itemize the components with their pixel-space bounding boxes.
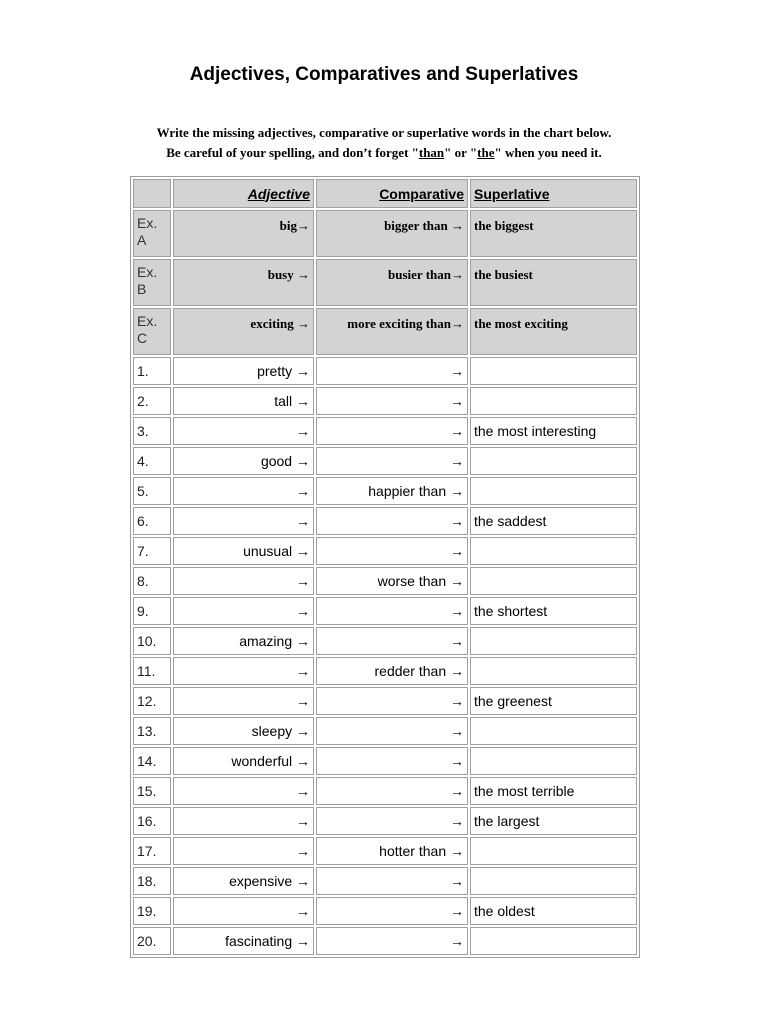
row-number: Ex. A [133,210,171,257]
worksheet-table [130,176,640,958]
arrow-icon: → [296,783,310,799]
table-row [133,897,637,925]
arrow-icon: → [296,753,310,769]
example-row [133,210,637,257]
comparative-cell-text: more exciting than [347,316,451,331]
adjective-cell[interactable] [173,417,314,445]
comparative-cell[interactable] [316,567,468,595]
arrow-icon: → [450,453,464,469]
row-number: 1. [133,357,171,385]
comparative-cell[interactable] [316,387,468,415]
comparative-cell-text: hotter than [379,843,450,859]
arrow-icon: → [296,363,310,379]
adjective-cell[interactable] [173,927,314,955]
adjective-cell[interactable] [173,597,314,625]
table-row [133,447,637,475]
arrow-icon: → [297,316,310,331]
row-number: 6. [133,507,171,535]
instructions-prefix: Be careful of your spelling, and don’t forget " [166,145,419,160]
arrow-icon: → [296,603,310,619]
arrow-icon: → [450,843,464,859]
arrow-icon: → [450,603,464,619]
adjective-cell[interactable] [173,657,314,685]
superlative-cell[interactable]: the saddest [470,507,637,535]
table-row [133,357,637,385]
comparative-cell [316,308,468,355]
superlative-cell[interactable] [470,477,637,505]
adjective-cell-text: wonderful [231,753,296,769]
superlative-cell[interactable]: the largest [470,807,637,835]
adjective-cell[interactable] [173,567,314,595]
comparative-cell[interactable] [316,747,468,775]
row-number: 20. [133,927,171,955]
adjective-cell[interactable] [173,807,314,835]
table-row [133,747,637,775]
comparative-cell[interactable] [316,357,468,385]
header-comparative: Comparative [316,179,468,208]
row-number: 16. [133,807,171,835]
arrow-icon: → [451,316,464,331]
arrow-icon: → [296,873,310,889]
table-row [133,777,637,805]
comparative-cell[interactable] [316,687,468,715]
row-number: 4. [133,447,171,475]
table-row [133,537,637,565]
superlative-cell[interactable]: the oldest [470,897,637,925]
arrow-icon: → [450,423,464,439]
arrow-icon: → [297,267,310,282]
superlative-cell[interactable] [470,627,637,655]
table-row [133,627,637,655]
arrow-icon: → [451,218,464,233]
arrow-icon: → [296,453,310,469]
comparative-cell[interactable] [316,717,468,745]
comparative-cell[interactable] [316,627,468,655]
superlative-cell[interactable] [470,447,637,475]
comparative-cell[interactable] [316,537,468,565]
arrow-icon: → [450,873,464,889]
comparative-cell-text: bigger than [384,218,451,233]
superlative-cell[interactable]: the most terrible [470,777,637,805]
arrow-icon: → [296,663,310,679]
comparative-cell[interactable] [316,657,468,685]
adjective-cell [173,259,314,306]
header-superlative: Superlative [470,179,637,208]
row-number: 3. [133,417,171,445]
instructions-line-1: Write the missing adjectives, comparative or superlative words in the chart below. [156,125,612,140]
arrow-icon: → [450,573,464,589]
instructions-than: than [418,145,445,160]
table-row [133,507,637,535]
adjective-cell[interactable] [173,507,314,535]
arrow-icon: → [296,633,310,649]
comparative-cell[interactable] [316,417,468,445]
table-row [133,807,637,835]
superlative-cell[interactable] [470,717,637,745]
adjective-cell[interactable] [173,867,314,895]
example-row [133,259,637,306]
arrow-icon: → [296,543,310,559]
adjective-cell-text: busy [267,267,297,282]
table-row [133,477,637,505]
arrow-icon: → [450,693,464,709]
adjective-cell[interactable] [173,777,314,805]
comparative-cell[interactable] [316,897,468,925]
arrow-icon: → [450,543,464,559]
adjective-cell[interactable] [173,357,314,385]
superlative-cell[interactable] [470,837,637,865]
adjective-cell-text: fascinating [225,933,296,949]
comparative-cell[interactable] [316,807,468,835]
row-number: 9. [133,597,171,625]
comparative-cell [316,259,468,306]
row-number: 7. [133,537,171,565]
header-blank [133,179,171,208]
superlative-cell[interactable]: the greenest [470,687,637,715]
arrow-icon: → [296,513,310,529]
adjective-cell-text: good [260,453,296,469]
table-row [133,597,637,625]
row-number: 15. [133,777,171,805]
header-row [133,179,637,208]
comparative-cell-text: worse than [377,573,450,589]
superlative-cell: the most exciting [470,308,637,355]
instructions [0,123,768,163]
row-number: 10. [133,627,171,655]
arrow-icon: → [296,903,310,919]
example-row [133,308,637,355]
instructions-line-2 [0,143,768,163]
superlative-cell[interactable] [470,747,637,775]
adjective-cell-text: big [279,218,297,233]
row-number: 12. [133,687,171,715]
row-number: 17. [133,837,171,865]
adjective-cell-text: expensive [229,873,296,889]
adjective-cell[interactable] [173,717,314,745]
comparative-cell[interactable] [316,447,468,475]
adjective-cell[interactable] [173,447,314,475]
arrow-icon: → [450,783,464,799]
arrow-icon: → [450,933,464,949]
comparative-cell-text: happier than [368,483,450,499]
comparative-cell [316,210,468,257]
arrow-icon: → [450,513,464,529]
row-number: 13. [133,717,171,745]
superlative-cell[interactable] [470,387,637,415]
row-number: 14. [133,747,171,775]
adjective-cell-text: pretty [257,363,296,379]
adjective-cell[interactable] [173,537,314,565]
arrow-icon: → [450,663,464,679]
row-number: 19. [133,897,171,925]
adjective-cell[interactable] [173,477,314,505]
superlative-cell[interactable] [470,537,637,565]
table-row [133,927,637,955]
comparative-cell[interactable] [316,477,468,505]
arrow-icon: → [296,843,310,859]
adjective-cell-text: sleepy [251,723,296,739]
row-number: 2. [133,387,171,415]
adjective-cell [173,308,314,355]
superlative-cell[interactable]: the most interesting [470,417,637,445]
arrow-icon: → [296,483,310,499]
superlative-cell[interactable] [470,927,637,955]
adjective-cell [173,210,314,257]
page-title: Adjectives, Comparatives and Superlatives [189,64,579,85]
row-number: Ex. C [133,308,171,355]
adjective-cell[interactable] [173,387,314,415]
superlative-cell[interactable] [470,867,637,895]
superlative-cell[interactable]: the shortest [470,597,637,625]
row-number: 8. [133,567,171,595]
arrow-icon: → [450,903,464,919]
instructions-suffix: " when you need it. [494,145,602,160]
superlative-cell[interactable] [470,357,637,385]
arrow-icon: → [450,393,464,409]
instructions-mid: " or " [444,145,478,160]
adjective-cell[interactable] [173,747,314,775]
table-row [133,567,637,595]
row-number: 18. [133,867,171,895]
instructions-the: the [477,145,495,160]
superlative-cell: the biggest [470,210,637,257]
table-row [133,417,637,445]
arrow-icon: → [297,218,310,233]
header-adjective: Adjective [173,179,314,208]
arrow-icon: → [450,633,464,649]
arrow-icon: → [296,393,310,409]
adjective-cell-text: exciting [250,316,297,331]
table-row [133,657,637,685]
superlative-cell: the busiest [470,259,637,306]
comparative-cell[interactable] [316,777,468,805]
arrow-icon: → [450,813,464,829]
arrow-icon: → [296,813,310,829]
table-row [133,717,637,745]
row-number: 5. [133,477,171,505]
comparative-cell-text: redder than [374,663,450,679]
comparative-cell-text: busier than [388,267,451,282]
arrow-icon: → [450,483,464,499]
row-number: 11. [133,657,171,685]
adjective-cell[interactable] [173,687,314,715]
arrow-icon: → [451,267,464,282]
comparative-cell[interactable] [316,507,468,535]
table-row [133,837,637,865]
comparative-cell[interactable] [316,597,468,625]
table-row [133,867,637,895]
arrow-icon: → [296,423,310,439]
adjective-cell[interactable] [173,627,314,655]
arrow-icon: → [450,753,464,769]
row-number: Ex. B [133,259,171,306]
adjective-cell[interactable] [173,897,314,925]
table-row [133,387,637,415]
arrow-icon: → [296,573,310,589]
arrow-icon: → [450,723,464,739]
arrow-icon: → [296,723,310,739]
table-row [133,687,637,715]
arrow-icon: → [296,693,310,709]
adjective-cell-text: amazing [239,633,296,649]
adjective-cell-text: unusual [243,543,296,559]
adjective-cell-text: tall [274,393,296,409]
arrow-icon: → [450,363,464,379]
adjective-cell[interactable] [173,837,314,865]
superlative-cell[interactable] [470,567,637,595]
comparative-cell[interactable] [316,867,468,895]
superlative-cell[interactable] [470,657,637,685]
arrow-icon: → [296,933,310,949]
comparative-cell[interactable] [316,927,468,955]
comparative-cell[interactable] [316,837,468,865]
